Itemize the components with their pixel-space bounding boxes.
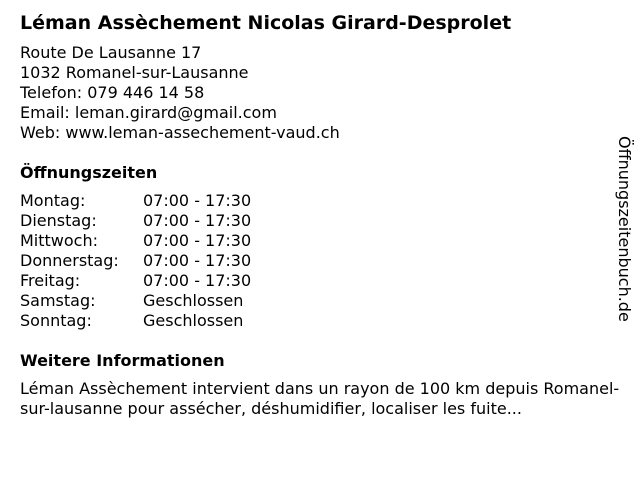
hours-row	[20, 271, 251, 291]
hours-time: 07:00 - 17:30	[143, 231, 252, 250]
business-name: Léman Assèchement Nicolas Girard-Desprolet	[20, 12, 512, 34]
hours-day: Freitag:	[20, 271, 81, 290]
hours-day: Dienstag:	[20, 211, 97, 230]
web-line: Web: www.leman-assechement-vaud.ch	[20, 123, 340, 142]
hours-day: Mittwoch:	[20, 231, 98, 250]
hours-row	[20, 251, 251, 271]
address-street: Route De Lausanne 17	[20, 43, 202, 62]
more-info-heading: Weitere Informationen	[20, 351, 225, 370]
hours-day: Montag:	[20, 191, 86, 210]
email-line: Email: leman.girard@gmail.com	[20, 103, 277, 122]
hours-row	[20, 191, 251, 211]
hours-time: 07:00 - 17:30	[143, 251, 252, 270]
hours-time: Geschlossen	[143, 311, 244, 330]
hours-time: 07:00 - 17:30	[143, 271, 252, 290]
hours-row	[20, 291, 251, 311]
hours-row	[20, 211, 251, 231]
more-info-text: Léman Assèchement intervient dans un rayon de 100 km depuis Romanel-sur-lausanne pour assécher, déshumidifier, localiser les fuite...	[20, 379, 620, 418]
hours-day: Samstag:	[20, 291, 96, 310]
hours-time: 07:00 - 17:30	[143, 191, 252, 210]
phone-line: Telefon: 079 446 14 58	[20, 83, 205, 102]
hours-time: 07:00 - 17:30	[143, 211, 252, 230]
hours-day: Sonntag:	[20, 311, 92, 330]
hours-row	[20, 231, 251, 251]
business-card	[20, 10, 620, 419]
hours-row	[20, 311, 251, 331]
brand-watermark: Öffnungszeitenbuch.de	[615, 136, 634, 322]
hours-day: Donnerstag:	[20, 251, 119, 270]
opening-hours-table	[20, 191, 251, 331]
opening-hours-heading: Öffnungszeiten	[20, 163, 158, 182]
address-city: 1032 Romanel-sur-Lausanne	[20, 63, 249, 82]
hours-time: Geschlossen	[143, 291, 244, 310]
